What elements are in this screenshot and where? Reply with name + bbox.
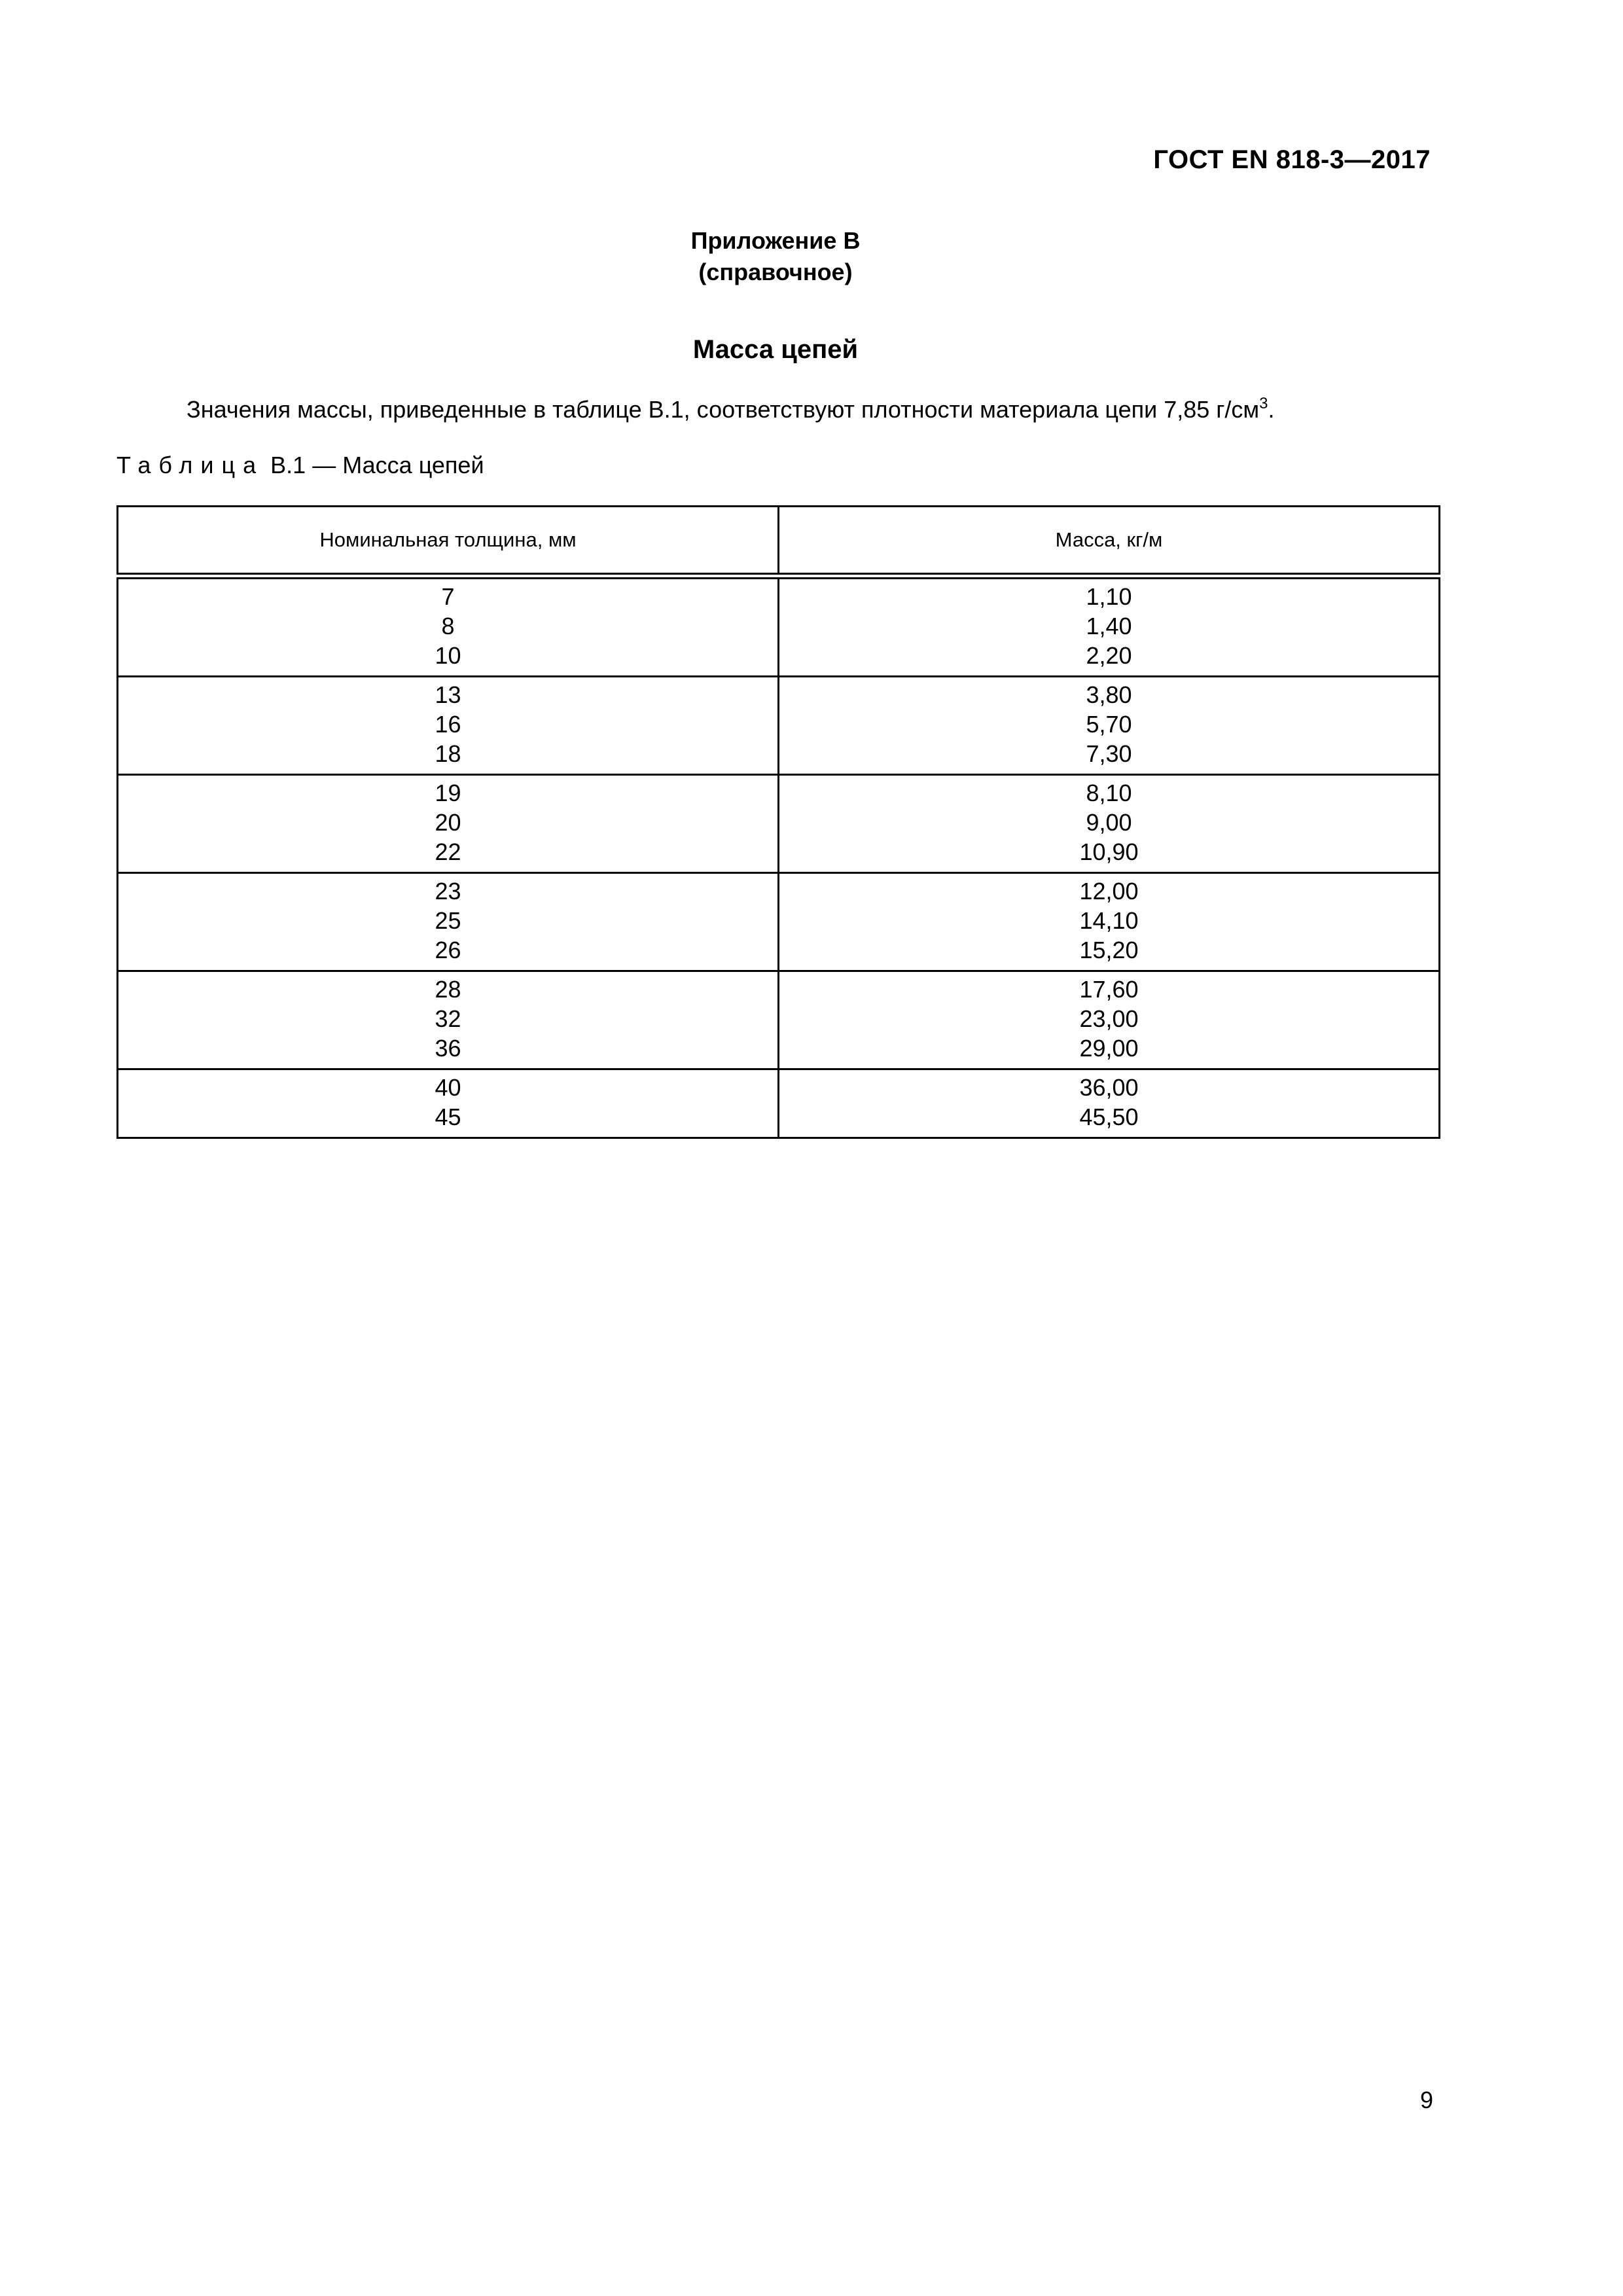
thickness-cell xyxy=(118,775,779,873)
annex-title: Приложение В xyxy=(690,227,861,254)
thickness-value: 16 xyxy=(435,711,461,738)
page-number: 9 xyxy=(1419,2087,1433,2113)
mass-value: 1,10 xyxy=(1086,583,1132,610)
thickness-value: 22 xyxy=(435,838,461,865)
thickness-cell xyxy=(118,576,779,677)
thickness-value: 25 xyxy=(435,907,461,934)
table-body xyxy=(118,576,1440,1138)
mass-value: 9,00 xyxy=(1086,809,1132,836)
mass-cell xyxy=(779,677,1440,775)
table-caption-label: Таблица xyxy=(116,452,264,478)
table-caption xyxy=(116,452,484,479)
standard-code: ГОСТ EN 818-3—2017 xyxy=(1153,145,1431,174)
thickness-cell xyxy=(118,971,779,1069)
mass-value: 7,30 xyxy=(1086,740,1132,767)
mass-value: 8,10 xyxy=(1086,780,1132,806)
section-title: Масса цепей xyxy=(692,335,859,364)
table-caption-dash: — xyxy=(312,452,336,478)
thickness-value: 13 xyxy=(435,681,461,708)
table-row xyxy=(118,576,1440,677)
mass-cell xyxy=(779,775,1440,873)
intro-paragraph xyxy=(187,396,1275,423)
mass-value: 17,60 xyxy=(1079,976,1139,1003)
table-row xyxy=(118,1069,1440,1138)
thickness-cell xyxy=(118,873,779,971)
thickness-cell xyxy=(118,1069,779,1138)
thickness-value: 19 xyxy=(435,780,461,806)
thickness-value: 8 xyxy=(441,613,455,639)
intro-text: Значения массы, приведенные в таблице В.1, соответствуют плотности материала цепи 7,85 г/см xyxy=(187,396,1260,423)
thickness-value: 23 xyxy=(435,878,461,905)
mass-value: 12,00 xyxy=(1079,878,1139,905)
mass-value: 36,00 xyxy=(1079,1074,1139,1101)
mass-value: 10,90 xyxy=(1079,838,1139,865)
table-caption-title: Масса цепей xyxy=(342,452,484,478)
annex-status: (справочное) xyxy=(698,259,853,285)
thickness-value: 26 xyxy=(435,937,461,963)
column-header-mass: Масса, кг/м xyxy=(779,507,1440,577)
intro-superscript: 3 xyxy=(1259,395,1268,412)
thickness-cell xyxy=(118,677,779,775)
mass-value: 5,70 xyxy=(1086,711,1132,738)
mass-value: 2,20 xyxy=(1086,642,1132,669)
mass-cell xyxy=(779,971,1440,1069)
intro-trailing: . xyxy=(1268,396,1275,423)
column-header-thickness: Номинальная толщина, мм xyxy=(118,507,779,577)
table-row xyxy=(118,971,1440,1069)
table-row xyxy=(118,873,1440,971)
thickness-value: 7 xyxy=(441,583,455,610)
mass-value: 15,20 xyxy=(1079,937,1139,963)
mass-cell xyxy=(779,1069,1440,1138)
thickness-value: 20 xyxy=(435,809,461,836)
mass-value: 45,50 xyxy=(1079,1103,1139,1130)
mass-value: 29,00 xyxy=(1079,1035,1139,1062)
thickness-value: 32 xyxy=(435,1005,461,1032)
mass-value: 23,00 xyxy=(1079,1005,1139,1032)
mass-value: 1,40 xyxy=(1086,613,1132,639)
thickness-value: 28 xyxy=(435,976,461,1003)
mass-value: 3,80 xyxy=(1086,681,1132,708)
mass-cell xyxy=(779,873,1440,971)
table-caption-number: В.1 xyxy=(270,452,306,478)
table-header-row xyxy=(118,507,1440,577)
mass-value: 14,10 xyxy=(1079,907,1139,934)
thickness-value: 40 xyxy=(435,1074,461,1101)
thickness-value: 18 xyxy=(435,740,461,767)
mass-cell xyxy=(779,576,1440,677)
thickness-value: 45 xyxy=(435,1103,461,1130)
mass-table xyxy=(116,505,1440,1139)
table-row xyxy=(118,677,1440,775)
table-row xyxy=(118,775,1440,873)
thickness-value: 36 xyxy=(435,1035,461,1062)
thickness-value: 10 xyxy=(435,642,461,669)
